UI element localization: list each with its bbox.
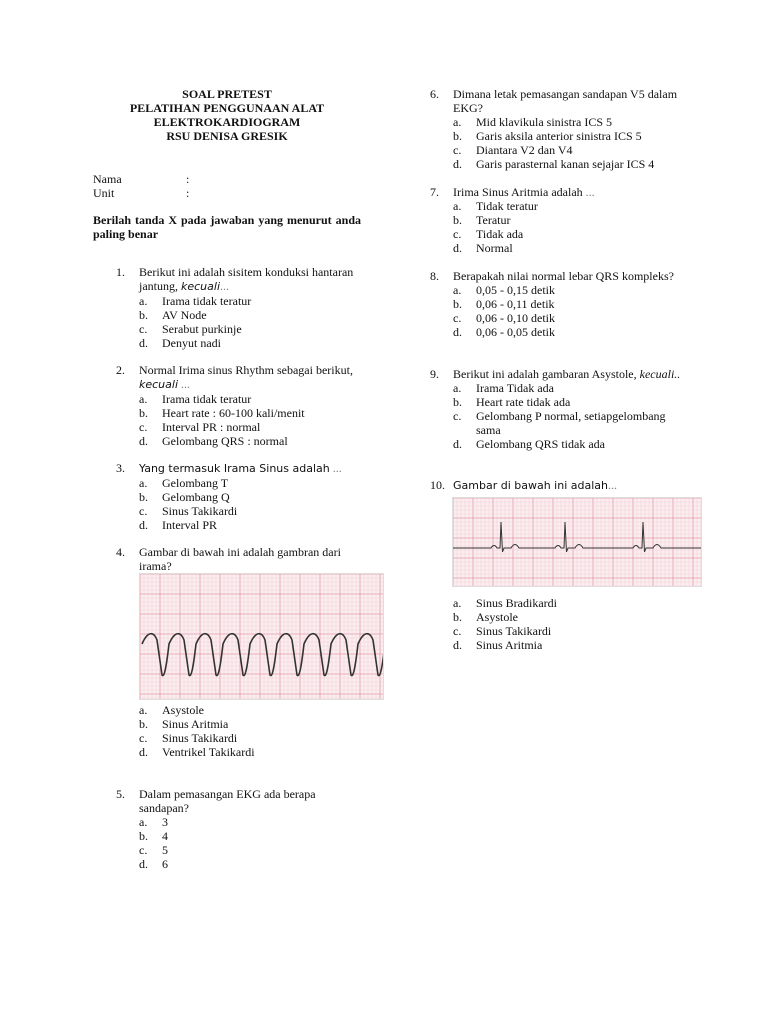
question-3 [116, 461, 366, 532]
option-d[interactable]: d. Garis parasternal kanan sejajar ICS 4 [453, 157, 655, 171]
option-d[interactable]: d. Gelombang QRS tidak ada [453, 437, 605, 451]
field-separator: : [186, 172, 190, 186]
question-number: 5. [116, 787, 125, 801]
question-4-options [116, 703, 366, 759]
question-2 [116, 363, 366, 448]
option-c[interactable]: c. Sinus Takikardi [453, 624, 552, 638]
question-number: 4. [116, 545, 125, 559]
option-a[interactable]: a. Sinus Bradikardi [453, 596, 557, 610]
question-suffix: kecuali [181, 280, 221, 293]
option-a[interactable]: a. Asystole [139, 703, 204, 717]
question-9 [430, 367, 685, 451]
question-8 [430, 269, 685, 339]
option-b[interactable]: b. Sinus Aritmia [139, 717, 229, 731]
instruction: Berilah tanda X pada jawaban yang menurut anda paling benar [93, 213, 361, 241]
question-number: 2. [116, 363, 125, 377]
option-d[interactable]: d. Gelombang QRS : normal [139, 434, 288, 448]
option-b[interactable]: b. Gelombang Q [139, 490, 230, 504]
option-b[interactable]: b. 4 [139, 829, 168, 843]
option-c[interactable]: c. 0,06 - 0,10 detik [453, 311, 555, 325]
question-text: Berikut ini adalah sisitem konduksi hantaran jantung, [139, 265, 354, 293]
option-d[interactable]: d. Ventrikel Takikardi [139, 745, 255, 759]
ecg-image [453, 498, 701, 586]
option-a[interactable]: a. 0,05 - 0,15 detik [453, 283, 555, 297]
question-number: 1. [116, 265, 125, 279]
question-10-options [430, 596, 685, 652]
question-1 [116, 265, 366, 350]
option-b[interactable]: b. Heart rate : 60-100 kali/menit [139, 406, 305, 420]
option-c[interactable]: c. Diantara V2 dan V4 [453, 143, 573, 157]
question-6 [430, 87, 685, 171]
ellipsis: ... [608, 478, 617, 492]
question-text: Dalam pemasangan EKG ada berapa sandapan? [139, 787, 316, 815]
option-c[interactable]: c. Sinus Takikardi [139, 504, 238, 518]
field-separator: : [186, 186, 190, 200]
option-c[interactable]: c. Serabut purkinje [139, 322, 242, 336]
option-a[interactable]: a. Irama Tidak ada [453, 381, 554, 395]
question-5 [116, 787, 366, 871]
question-number: 8. [430, 269, 439, 283]
option-d[interactable]: d. 0,06 - 0,05 detik [453, 325, 555, 339]
option-b[interactable]: b. Garis aksila anterior sinistra ICS 5 [453, 129, 642, 143]
field-nama [93, 172, 189, 186]
field-label: Unit [93, 186, 115, 200]
option-b[interactable]: b. AV Node [139, 308, 207, 322]
option-a[interactable]: a. Irama tidak teratur [139, 294, 252, 308]
option-a[interactable]: a. Gelombang T [139, 476, 229, 490]
title-line-4: RSU DENISA GRESIK [166, 129, 288, 143]
field-unit [93, 186, 189, 200]
question-text: Gambar di bawah ini adalah gambran dari irama? [139, 545, 341, 573]
option-d[interactable]: d. Denyut nadi [139, 336, 221, 350]
option-b[interactable]: b. 0,06 - 0,11 detik [453, 297, 555, 311]
question-suffix: kecuali [139, 378, 179, 391]
option-c[interactable]: c. Gelombang P normal, setiapgelombang sama [453, 409, 666, 437]
question-number: 9. [430, 367, 439, 381]
question-4 [116, 545, 366, 573]
question-suffix: kecuali.. [639, 367, 681, 381]
ecg-strip-ventricular [139, 573, 384, 700]
ellipsis: ... [181, 377, 191, 391]
option-a[interactable]: a. Mid klavikula sinistra ICS 5 [453, 115, 612, 129]
field-label: Nama [93, 172, 122, 186]
option-b[interactable]: b. Asystole [453, 610, 518, 624]
question-text: Berikut ini adalah gambaran Asystole, [453, 367, 637, 381]
option-d[interactable]: d. Normal [453, 241, 513, 255]
question-text: Gambar di bawah ini adalah [453, 479, 608, 492]
question-10 [430, 478, 685, 493]
ellipsis: ... [220, 279, 230, 293]
ecg-image [140, 574, 383, 699]
option-c[interactable]: c. 5 [139, 843, 168, 857]
question-text: Berapakah nilai normal lebar QRS kompleks? [453, 269, 674, 283]
title-line-3: ELEKTROKARDIOGRAM [153, 115, 301, 129]
title-line-2: PELATIHAN PENGGUNAAN ALAT [129, 101, 325, 115]
question-text: Normal Irima sinus Rhythm sebagai berikut, [139, 363, 353, 377]
title-line-1: SOAL PRETEST [182, 87, 272, 101]
option-c[interactable]: c. Tidak ada [453, 227, 524, 241]
ellipsis: ... [585, 185, 595, 199]
question-text: Dimana letak pemasangan sandapan V5 dalam EKG? [453, 87, 678, 115]
option-a[interactable]: a. Irama tidak teratur [139, 392, 252, 406]
option-d[interactable]: d. Sinus Aritmia [453, 638, 543, 652]
document-title [93, 87, 361, 143]
option-a[interactable]: a. 3 [139, 815, 168, 829]
option-c[interactable]: c. Sinus Takikardi [139, 731, 238, 745]
option-d[interactable]: d. 6 [139, 857, 168, 871]
question-text: Yang termasuk Irama Sinus adalah [139, 462, 330, 475]
ellipsis: ... [332, 461, 342, 475]
option-a[interactable]: a. Tidak teratur [453, 199, 538, 213]
question-text: Irima Sinus Aritmia adalah [453, 185, 583, 199]
question-number: 10. [430, 478, 445, 492]
ecg-strip-rhythm [452, 497, 702, 587]
question-number: 7. [430, 185, 439, 199]
option-d[interactable]: d. Interval PR [139, 518, 217, 532]
identity-fields [93, 172, 189, 200]
option-c[interactable]: c. Interval PR : normal [139, 420, 261, 434]
question-number: 6. [430, 87, 439, 101]
option-b[interactable]: b. Teratur [453, 213, 511, 227]
question-7 [430, 185, 685, 255]
question-number: 3. [116, 461, 125, 475]
option-b[interactable]: b. Heart rate tidak ada [453, 395, 571, 409]
